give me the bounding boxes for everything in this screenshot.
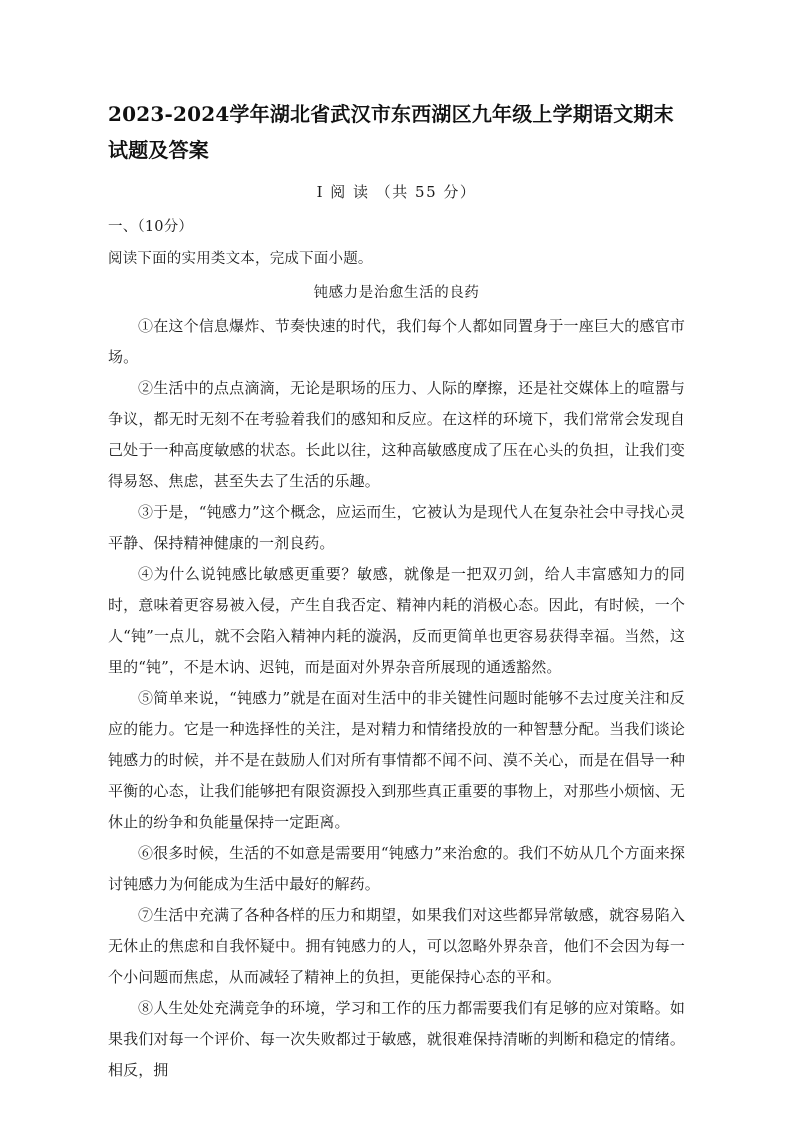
paragraph: ③于是，“钝感力”这个概念，应运而生，它被认为是现代人在复杂社会中寻找心灵平静、保持精神健康的一剂良药。	[108, 503, 685, 552]
article-title: 钝感力是治愈生活的良药	[313, 285, 480, 301]
paragraph: ⑥很多时候，生活的不如意是需要用“钝感力”来治愈的。我们不妨从几个方面来探讨钝感力为何能成为生活中最好的解药。	[108, 844, 685, 893]
reading-instruction: 阅读下面的实用类文本，完成下面小题。	[108, 251, 373, 267]
paragraph: ①在这个信息爆炸、节奏快速的时代，我们每个人都如同置身于一座巨大的感官市场。	[108, 317, 685, 366]
page-title: 2023-2024学年湖北省武汉市东西湖区九年级上学期语文期末试题及答案	[108, 102, 674, 162]
paragraph: ⑧人生处处充满竞争的环境，学习和工作的压力都需要我们有足够的应对策略。如果我们对每一个评价、每一次失败都过于敏感，就很难保持清晰的判断和稳定的情绪。相反，拥	[108, 999, 685, 1079]
paragraph: ②生活中的点点滴滴，无论是职场的压力、人际的摩擦，还是社交媒体上的喧嚣与争议，都无时无刻不在考验着我们的感知和反应。在这样的环境下，我们常常会发现自己处于一种高度敏感的状态。长此以往，这种高敏感度成了压在心头的负担，让我们变得易怒、焦虑，甚至失去了生活的乐趣。	[108, 379, 685, 490]
paragraph: ④为什么说钝感比敏感更重要？敏感，就像是一把双刃剑，给人丰富感知力的同时，意味着更容易被入侵，产生自我否定、精神内耗的消极心态。因此，有时候，一个人“钝”一点儿，就不会陷入精神内耗的漩涡，反而更简单也更容易获得幸福。当然，这里的“钝”，不是木讷、迟钝，而是面对外界杂音所展现的通透豁然。	[108, 565, 685, 676]
section-header: I 阅 读 （共 55 分）	[316, 183, 477, 201]
sub-heading: 一、（10分）	[108, 219, 194, 235]
article-body	[108, 311, 685, 1086]
paragraph: ⑤简单来说，“钝感力”就是在面对生活中的非关键性问题时能够不去过度关注和反应的能力。它是一种选择性的关注，是对精力和情绪投放的一种智慧分配。当我们谈论钝感力的时候，并不是在鼓励人们对所有事情都不闻不问、漠不关心，而是在倡导一种平衡的心态，让我们能够把有限资源投入到那些真正重要的事物上，对那些小烦恼、无休止的纷争和负能量保持一定距离。	[108, 689, 685, 831]
paragraph: ⑦生活中充满了各种各样的压力和期望，如果我们对这些都异常敏感，就容易陷入无休止的焦虑和自我怀疑中。拥有钝感力的人，可以忽略外界杂音，他们不会因为每一个小问题而焦虑，从而减轻了精神上的负担，更能保持心态的平和。	[108, 906, 685, 986]
